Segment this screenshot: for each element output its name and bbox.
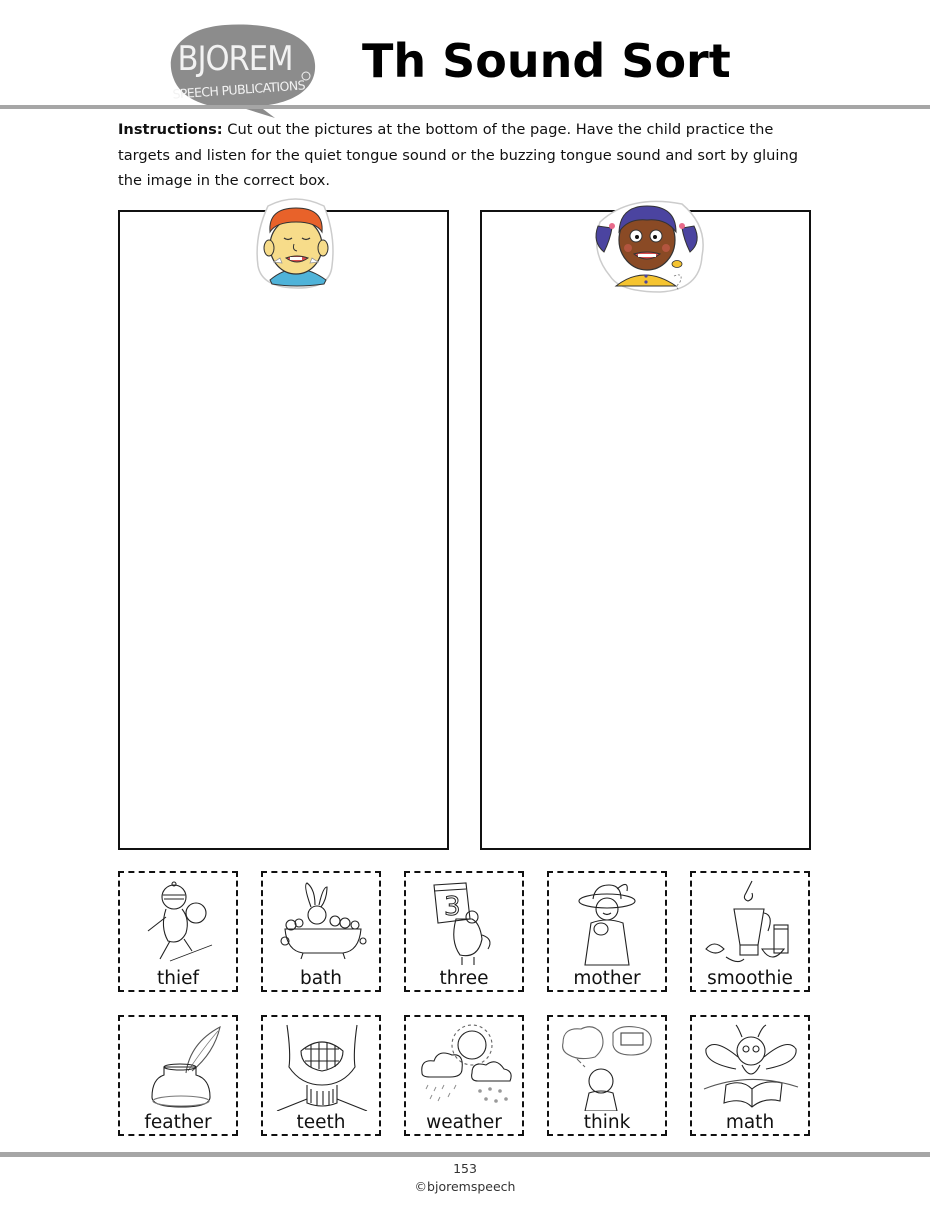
cutout-card-thief[interactable] <box>118 871 238 992</box>
footer-divider <box>0 1152 930 1157</box>
card-word: smoothie <box>707 968 793 989</box>
svg-text:SPEECH PUBLICATIONS: SPEECH PUBLICATIONS <box>172 77 306 102</box>
teeth-icon <box>273 1023 371 1111</box>
instructions-label: Instructions: <box>118 121 223 138</box>
sort-box-quiet <box>118 210 449 850</box>
girl-buzzing-tongue-icon <box>590 196 706 294</box>
copyright: ©bjoremspeech <box>414 1179 516 1194</box>
instructions-text: Cut out the pictures at the bottom of the page. Have the child practice the targets and listen for the quiet tongue sound or the buzzing tongue sound and sort by gluing the image in the correct box. <box>118 121 798 189</box>
cutout-card-three[interactable] <box>404 871 524 992</box>
card-word: three <box>439 968 489 989</box>
card-word: math <box>725 1112 775 1133</box>
card-word: mother <box>573 968 641 989</box>
sort-box-buzzing <box>480 210 811 850</box>
boy-quiet-tongue-icon <box>250 196 340 290</box>
card-word: thief <box>156 968 199 989</box>
cutout-card-smoothie[interactable] <box>690 871 810 992</box>
bath-icon <box>273 879 371 967</box>
card-word: teeth <box>296 1112 346 1133</box>
page-number: 153 <box>453 1161 477 1176</box>
math-icon <box>702 1023 800 1111</box>
card-word: think <box>583 1112 631 1133</box>
page-title: Th Sound Sort <box>362 34 731 88</box>
cutout-card-teeth[interactable] <box>261 1015 381 1136</box>
think-icon <box>559 1023 657 1111</box>
card-word: feather <box>144 1112 212 1133</box>
three-icon <box>416 879 514 967</box>
svg-text:BJOREM: BJOREM <box>177 39 293 79</box>
cutout-card-feather[interactable] <box>118 1015 238 1136</box>
speech-bubble-logo-icon <box>163 22 318 118</box>
card-word: weather <box>426 1112 502 1133</box>
svg-text:3: 3 <box>444 892 461 922</box>
mother-icon <box>559 879 657 967</box>
cutout-card-mother[interactable] <box>547 871 667 992</box>
cutout-card-weather[interactable] <box>404 1015 524 1136</box>
instructions <box>118 117 808 194</box>
card-word: bath <box>299 968 343 989</box>
header-divider <box>0 105 930 109</box>
weather-icon <box>416 1023 514 1111</box>
thief-icon <box>130 879 228 967</box>
cutout-card-think[interactable] <box>547 1015 667 1136</box>
smoothie-icon <box>702 879 800 967</box>
cutout-card-math[interactable] <box>690 1015 810 1136</box>
bjorem-logo <box>163 22 318 118</box>
cutout-card-bath[interactable] <box>261 871 381 992</box>
feather-icon <box>130 1023 228 1111</box>
